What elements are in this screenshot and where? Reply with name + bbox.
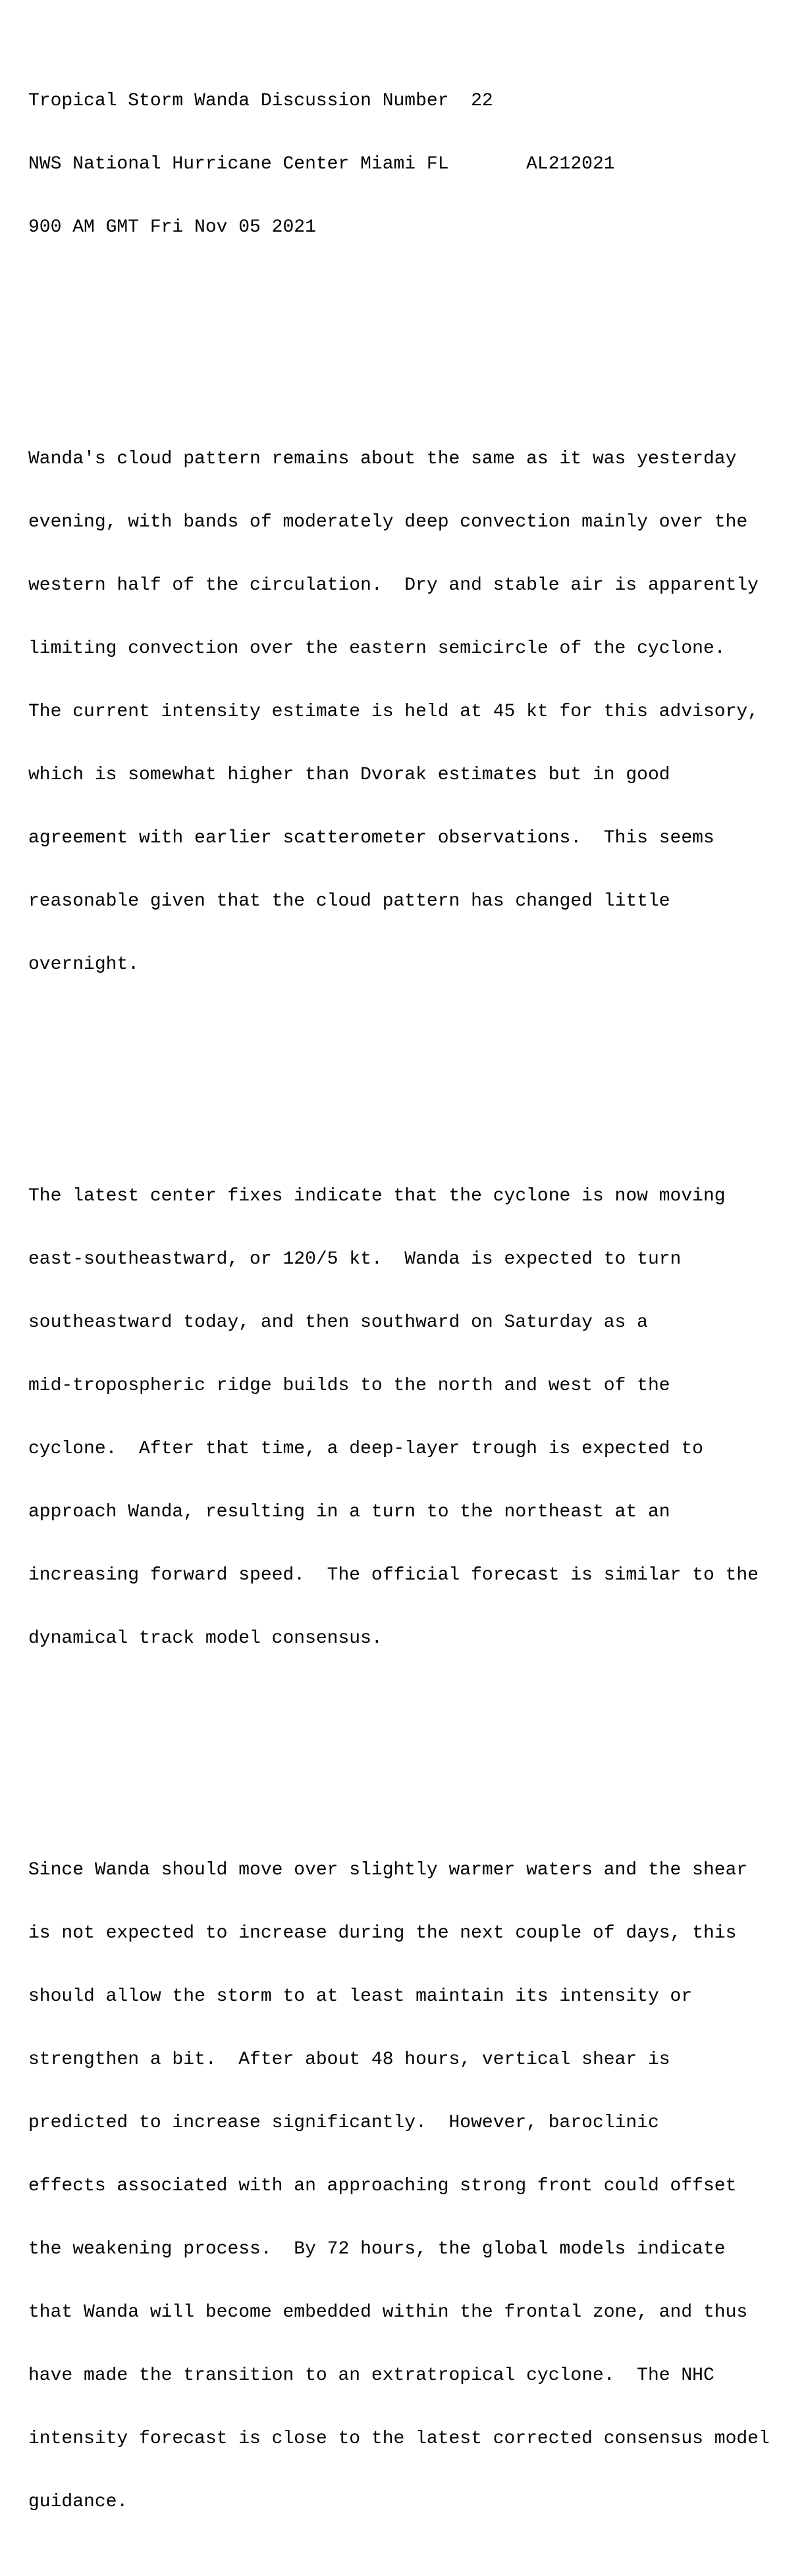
text-line: dynamical track model consensus.	[28, 1628, 383, 1649]
paragraph-track	[28, 1144, 770, 1691]
text-line: cyclone. After that time, a deep-layer trough is expected to	[28, 1439, 703, 1459]
text-line: agreement with earlier scatterometer observations. This seems	[28, 828, 714, 848]
text-line: have made the transition to an extratropical cyclone. The NHC	[28, 2365, 714, 2386]
text-line: mid-tropospheric ridge builds to the north and west of the	[28, 1376, 670, 1396]
text-line: increasing forward speed. The official forecast is similar to the	[28, 1565, 759, 1585]
text-line: that Wanda will become embedded within the frontal zone, and thus	[28, 2302, 748, 2323]
blank-line	[28, 1060, 770, 1081]
text-line: is not expected to increase during the next couple of days, this	[28, 1923, 737, 1944]
paragraph-forecast	[28, 1818, 770, 2555]
text-line: overnight.	[28, 954, 140, 975]
text-line: predicted to increase significantly. However, baroclinic	[28, 2113, 659, 2133]
text-line: strengthen a bit. After about 48 hours, vertical shear is	[28, 2049, 670, 2070]
text-line: The latest center fixes indicate that the cyclone is now moving	[28, 1186, 726, 1206]
text-line: limiting convection over the eastern semicircle of the cyclone.	[28, 638, 726, 659]
issue-time-line: 900 AM GMT Fri Nov 05 2021	[28, 217, 316, 238]
text-line: evening, with bands of moderately deep convection mainly over the	[28, 512, 748, 532]
text-line: should allow the storm to at least maintain its intensity or	[28, 1986, 693, 2007]
text-line: effects associated with an approaching strong front could offset	[28, 2176, 737, 2196]
text-line: The current intensity estimate is held at 45 kt for this advisory,	[28, 702, 759, 722]
text-line: approach Wanda, resulting in a turn to the northeast at an	[28, 1502, 670, 1522]
text-line: Since Wanda should move over slightly warmer waters and the shear	[28, 1860, 748, 1880]
text-line: reasonable given that the cloud pattern has changed little	[28, 891, 670, 912]
discussion-header	[28, 49, 770, 280]
blank-line	[28, 322, 770, 344]
discussion-title: Tropical Storm Wanda Discussion Number 22	[28, 91, 493, 111]
text-line: western half of the circulation. Dry and stable air is apparently	[28, 575, 759, 596]
blank-line	[28, 1734, 770, 1755]
discussion-document	[28, 7, 770, 2576]
text-line: east-southeastward, or 120/5 kt. Wanda is expected to turn	[28, 1249, 682, 1270]
text-line: guidance.	[28, 2492, 128, 2512]
text-line: southeastward today, and then southward on Saturday as a	[28, 1312, 648, 1333]
paragraph-intensity	[28, 407, 770, 1018]
text-line: which is somewhat higher than Dvorak estimates but in good	[28, 765, 670, 785]
text-line: Wanda's cloud pattern remains about the same as it was yesterday	[28, 449, 737, 469]
text-line: the weakening process. By 72 hours, the global models indicate	[28, 2239, 726, 2259]
text-line: intensity forecast is close to the latest corrected consensus model	[28, 2429, 770, 2449]
issuing-office-line: NWS National Hurricane Center Miami FL AL212021	[28, 154, 615, 174]
